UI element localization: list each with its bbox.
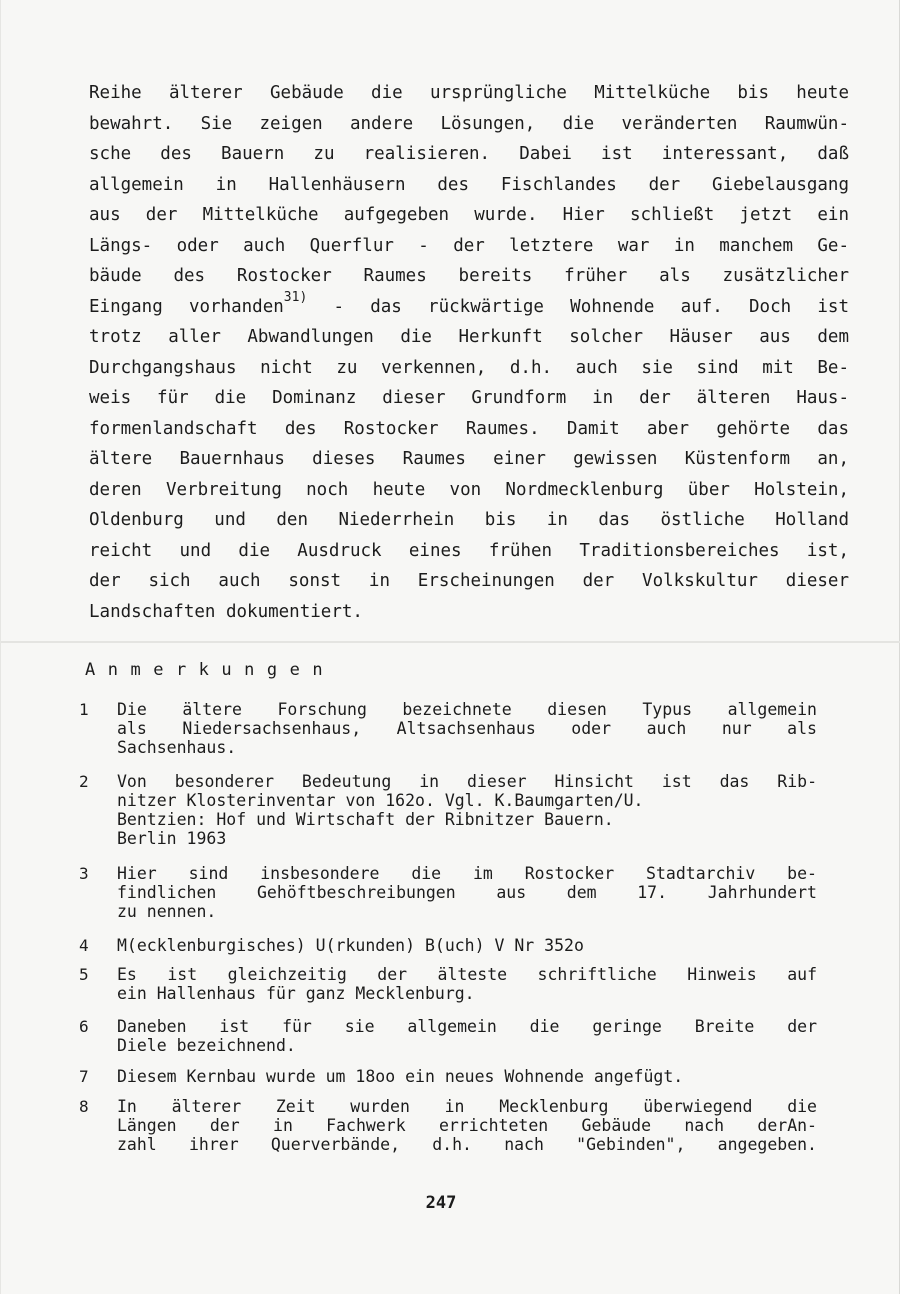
text-line: deren Verbreitung noch heute von Nordmecklenburg über Holstein, (89, 479, 849, 500)
text-line: der sich auch sonst in Erscheinungen der Volkskultur dieser (89, 571, 849, 591)
note-text (117, 965, 817, 1003)
note-number: 4 (79, 936, 89, 955)
note-line: Diele bezeichnend. (117, 1036, 296, 1055)
note-line: Von besonderer Bedeutung in dieser Hinsicht ist das Rib- (117, 772, 817, 791)
note-text (117, 700, 817, 757)
note-line: Es ist gleichzeitig der älteste schriftliche Hinweis auf (117, 965, 817, 984)
note-line: Diesem Kernbau wurde um 18oo ein neues Wohnende angefügt. (117, 1067, 684, 1086)
text-line: Durchgangshaus nicht zu verkennen, d.h. auch sie sind mit Be- (89, 357, 849, 378)
note-text (117, 936, 817, 955)
note-line: In älterer Zeit wurden in Mecklenburg überwiegend die (117, 1097, 817, 1116)
note-line: findlichen Gehöftbeschreibungen aus dem 17. Jahrhundert (117, 883, 817, 902)
note-text (117, 1067, 817, 1086)
note-line: nitzer Klosterinventar von 162o. Vgl. K.Baumgarten/U. (117, 791, 644, 810)
text-line: ältere Bauernhaus dieses Raumes einer gewissen Küstenform an, (89, 449, 849, 469)
note-line: als Niedersachsenhaus, Altsachsenhaus oder auch nur als (117, 719, 817, 738)
text-line: bäude des Rostocker Raumes bereits früher als zusätzlicher (89, 266, 849, 286)
text-line: Längs- oder auch Querflur - der letztere war in manchem Ge- (89, 235, 849, 256)
note-line: zahl ihrer Querverbände, d.h. nach "Gebinden", angegeben. (117, 1135, 817, 1154)
note-number: 5 (79, 965, 89, 984)
text-line: Reihe älterer Gebäude die ursprüngliche Mittelküche bis heute (89, 83, 849, 103)
note-line: Daneben ist für sie allgemein die geringe Breite der (117, 1017, 817, 1036)
note-line: zu nennen. (117, 902, 217, 921)
text-line: formenlandschaft des Rostocker Raumes. Damit aber gehörte das (89, 418, 849, 439)
note-text (117, 1017, 817, 1055)
note-number: 2 (79, 772, 89, 791)
text-line: aus der Mittelküche aufgegeben wurde. Hier schließt jetzt ein (89, 205, 849, 225)
note-line: Die ältere Forschung bezeichnete diesen Typus allgemein (117, 700, 817, 719)
text-fragment: Eingang vorhanden (89, 296, 284, 317)
note-number: 3 (79, 864, 89, 883)
text-line: trotz aller Abwandlungen die Herkunft solcher Häuser aus dem (89, 327, 849, 347)
page-number: 247 (425, 1193, 457, 1213)
text-line: reicht und die Ausdruck eines frühen Traditionsbereiches ist, (89, 540, 849, 561)
text-fragment: - das rückwärtige Wohnende auf. Doch ist (307, 296, 849, 317)
note-line: M(ecklenburgisches) U(rkunden) B(uch) V Nr 352o (117, 936, 584, 955)
main-paragraph (89, 78, 849, 627)
text-line: allgemein in Hallenhäusern des Fischlandes der Giebelausgang (89, 174, 849, 195)
note-text (117, 864, 817, 921)
note-line: Berlin 1963 (117, 829, 227, 848)
text-line (89, 289, 849, 323)
text-line: weis für die Dominanz dieser Grundform in der älteren Haus- (89, 388, 849, 408)
note-line: Bentzien: Hof und Wirtschaft der Ribnitzer Bauern. (117, 810, 614, 829)
text-line: Landschaften dokumentiert. (89, 601, 363, 622)
note-number: 6 (79, 1017, 89, 1036)
note-text (117, 772, 817, 848)
note-text (117, 1097, 817, 1154)
text-line: sche des Bauern zu realisieren. Dabei ist interessant, daß (89, 144, 849, 164)
note-line: Sachsenhaus. (117, 738, 237, 757)
text-line: Oldenburg und den Niederrhein bis in das östliche Holland (89, 510, 849, 530)
footnote-reference: 31) (283, 289, 308, 305)
note-number: 7 (79, 1067, 89, 1086)
page-fold-divider (1, 641, 900, 643)
note-number: 1 (79, 700, 89, 719)
note-number: 8 (79, 1097, 89, 1116)
note-line: ein Hallenhaus für ganz Mecklenburg. (117, 984, 475, 1003)
note-line: Längen der in Fachwerk errichteten Gebäude nach derAn- (117, 1116, 817, 1135)
notes-heading: Anmerkungen (85, 660, 336, 680)
note-line: Hier sind insbesondere die im Rostocker Stadtarchiv be- (117, 864, 817, 883)
text-line: bewahrt. Sie zeigen andere Lösungen, die veränderten Raumwün- (89, 113, 849, 134)
